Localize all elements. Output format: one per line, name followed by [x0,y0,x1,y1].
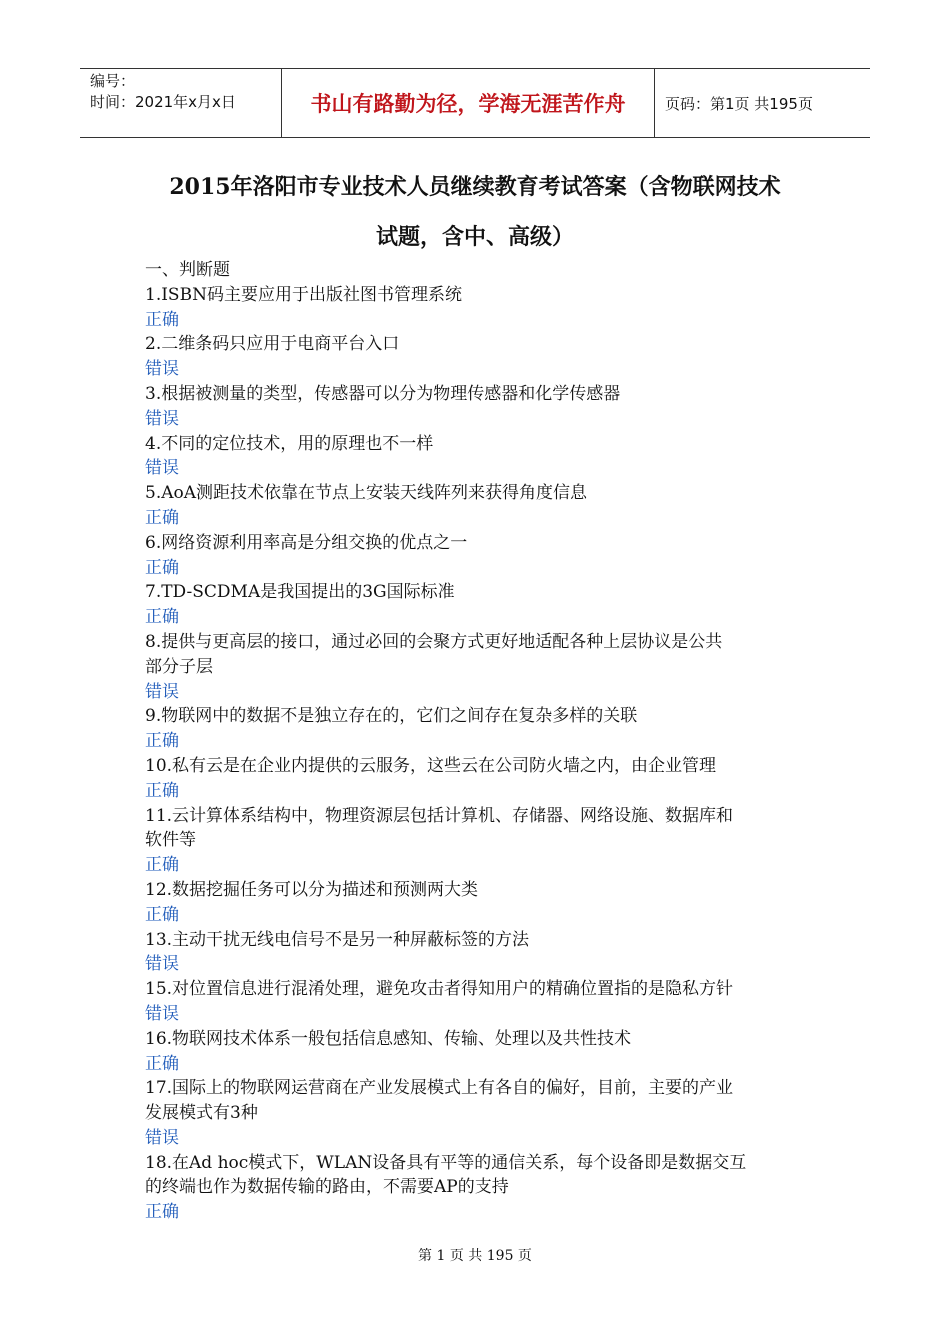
answer-text: 错误 [145,1127,179,1148]
question-text: 10.私有云是在企业内提供的云服务，这些云在公司防火墙之内，由企业管理 [145,755,717,776]
question-text: 12.数据挖掘任务可以分为描述和预测两大类 [145,879,479,900]
answer-text: 正确 [145,507,179,528]
question-item [145,283,825,333]
question-text: 软件等 [145,830,196,851]
question-item [145,1076,825,1150]
answer-text: 正确 [145,607,179,628]
answer-text: 错误 [145,954,179,975]
question-text: 的终端也作为数据传输的路由，不需要AP的支持 [145,1177,509,1198]
time-label: 时间：2021年x月x日 [90,93,236,111]
question-item [145,630,825,704]
answer-text: 正确 [145,904,179,925]
answer-text: 正确 [145,1053,179,1074]
document-title-line2: 试题，含中、高级） [375,224,574,250]
question-item [145,432,825,482]
question-item [145,704,825,754]
question-text: 7.TD-SCDMA是我国提出的3G国际标准 [145,582,455,603]
question-text: 6.网络资源利用率高是分组交换的优点之一 [145,532,468,553]
question-text: 16.物联网技术体系一般包括信息感知、传输、处理以及共性技术 [145,1028,632,1049]
motto-text: 书山有路勤为径，学海无涯苦作舟 [310,92,626,116]
question-list [145,258,825,1225]
questions [145,283,825,1225]
question-item [145,754,825,804]
question-text: 2.二维条码只应用于电商平台入口 [145,334,400,355]
answer-text: 正确 [145,731,179,752]
question-item [145,878,825,928]
question-text: 17.国际上的物联网运营商在产业发展模式上有各自的偏好，目前，主要的产业 [145,1078,734,1099]
question-text: 部分子层 [145,656,213,677]
answer-text: 正确 [145,780,179,801]
question-text: 5.AoA测距技术依靠在节点上安装天线阵列来获得角度信息 [145,483,588,504]
answer-text: 错误 [145,408,179,429]
question-item [145,804,825,878]
question-text: 13.主动干扰无线电信号不是另一种屏蔽标签的方法 [145,929,530,950]
question-item [145,1151,825,1225]
question-item [145,928,825,978]
question-text: 1.ISBN码主要应用于出版社图书管理系统 [145,284,462,305]
header-meta [80,69,282,137]
document-title-line1: 2015年洛阳市专业技术人员继续教育考试答案（含物联网技术 [169,174,781,200]
question-item [145,332,825,382]
question-item [145,580,825,630]
section-heading: 一、判断题 [145,260,230,280]
header-motto [282,69,655,137]
answer-text: 错误 [145,458,179,479]
number-label: 编号： [90,72,136,90]
question-text: 发展模式有3种 [145,1103,258,1124]
question-text: 4.不同的定位技术，用的原理也不一样 [145,433,434,454]
answer-text: 错误 [145,359,179,380]
page-footer: 第 1 页 共 195 页 [418,1248,532,1264]
question-text: 11.云计算体系结构中，物理资源层包括计算机、存储器、网络设施、数据库和 [145,805,734,826]
answer-text: 正确 [145,557,179,578]
answer-text: 正确 [145,309,179,330]
question-item [145,481,825,531]
answer-text: 错误 [145,1003,179,1024]
question-text: 3.根据被测量的类型，传感器可以分为物理传感器和化学传感器 [145,383,621,404]
page-header [80,68,870,138]
question-text: 9.物联网中的数据不是独立存在的，它们之间存在复杂多样的关联 [145,706,638,727]
answer-text: 正确 [145,1202,179,1223]
question-item [145,1027,825,1077]
header-page-info [655,69,870,137]
question-item [145,531,825,581]
question-text: 15.对位置信息进行混淆处理，避免攻击者得知用户的精确位置指的是隐私方针 [145,979,734,1000]
question-text: 8.提供与更高层的接口，通过必回的会聚方式更好地适配各种上层协议是公共 [145,631,723,652]
question-item [145,382,825,432]
answer-text: 正确 [145,855,179,876]
question-text: 18.在Ad hoc模式下，WLAN设备具有平等的通信关系，每个设备即是数据交互 [145,1152,747,1173]
page-info-text: 页码：第1页 共195页 [665,94,813,113]
question-item [145,977,825,1027]
answer-text: 错误 [145,681,179,702]
